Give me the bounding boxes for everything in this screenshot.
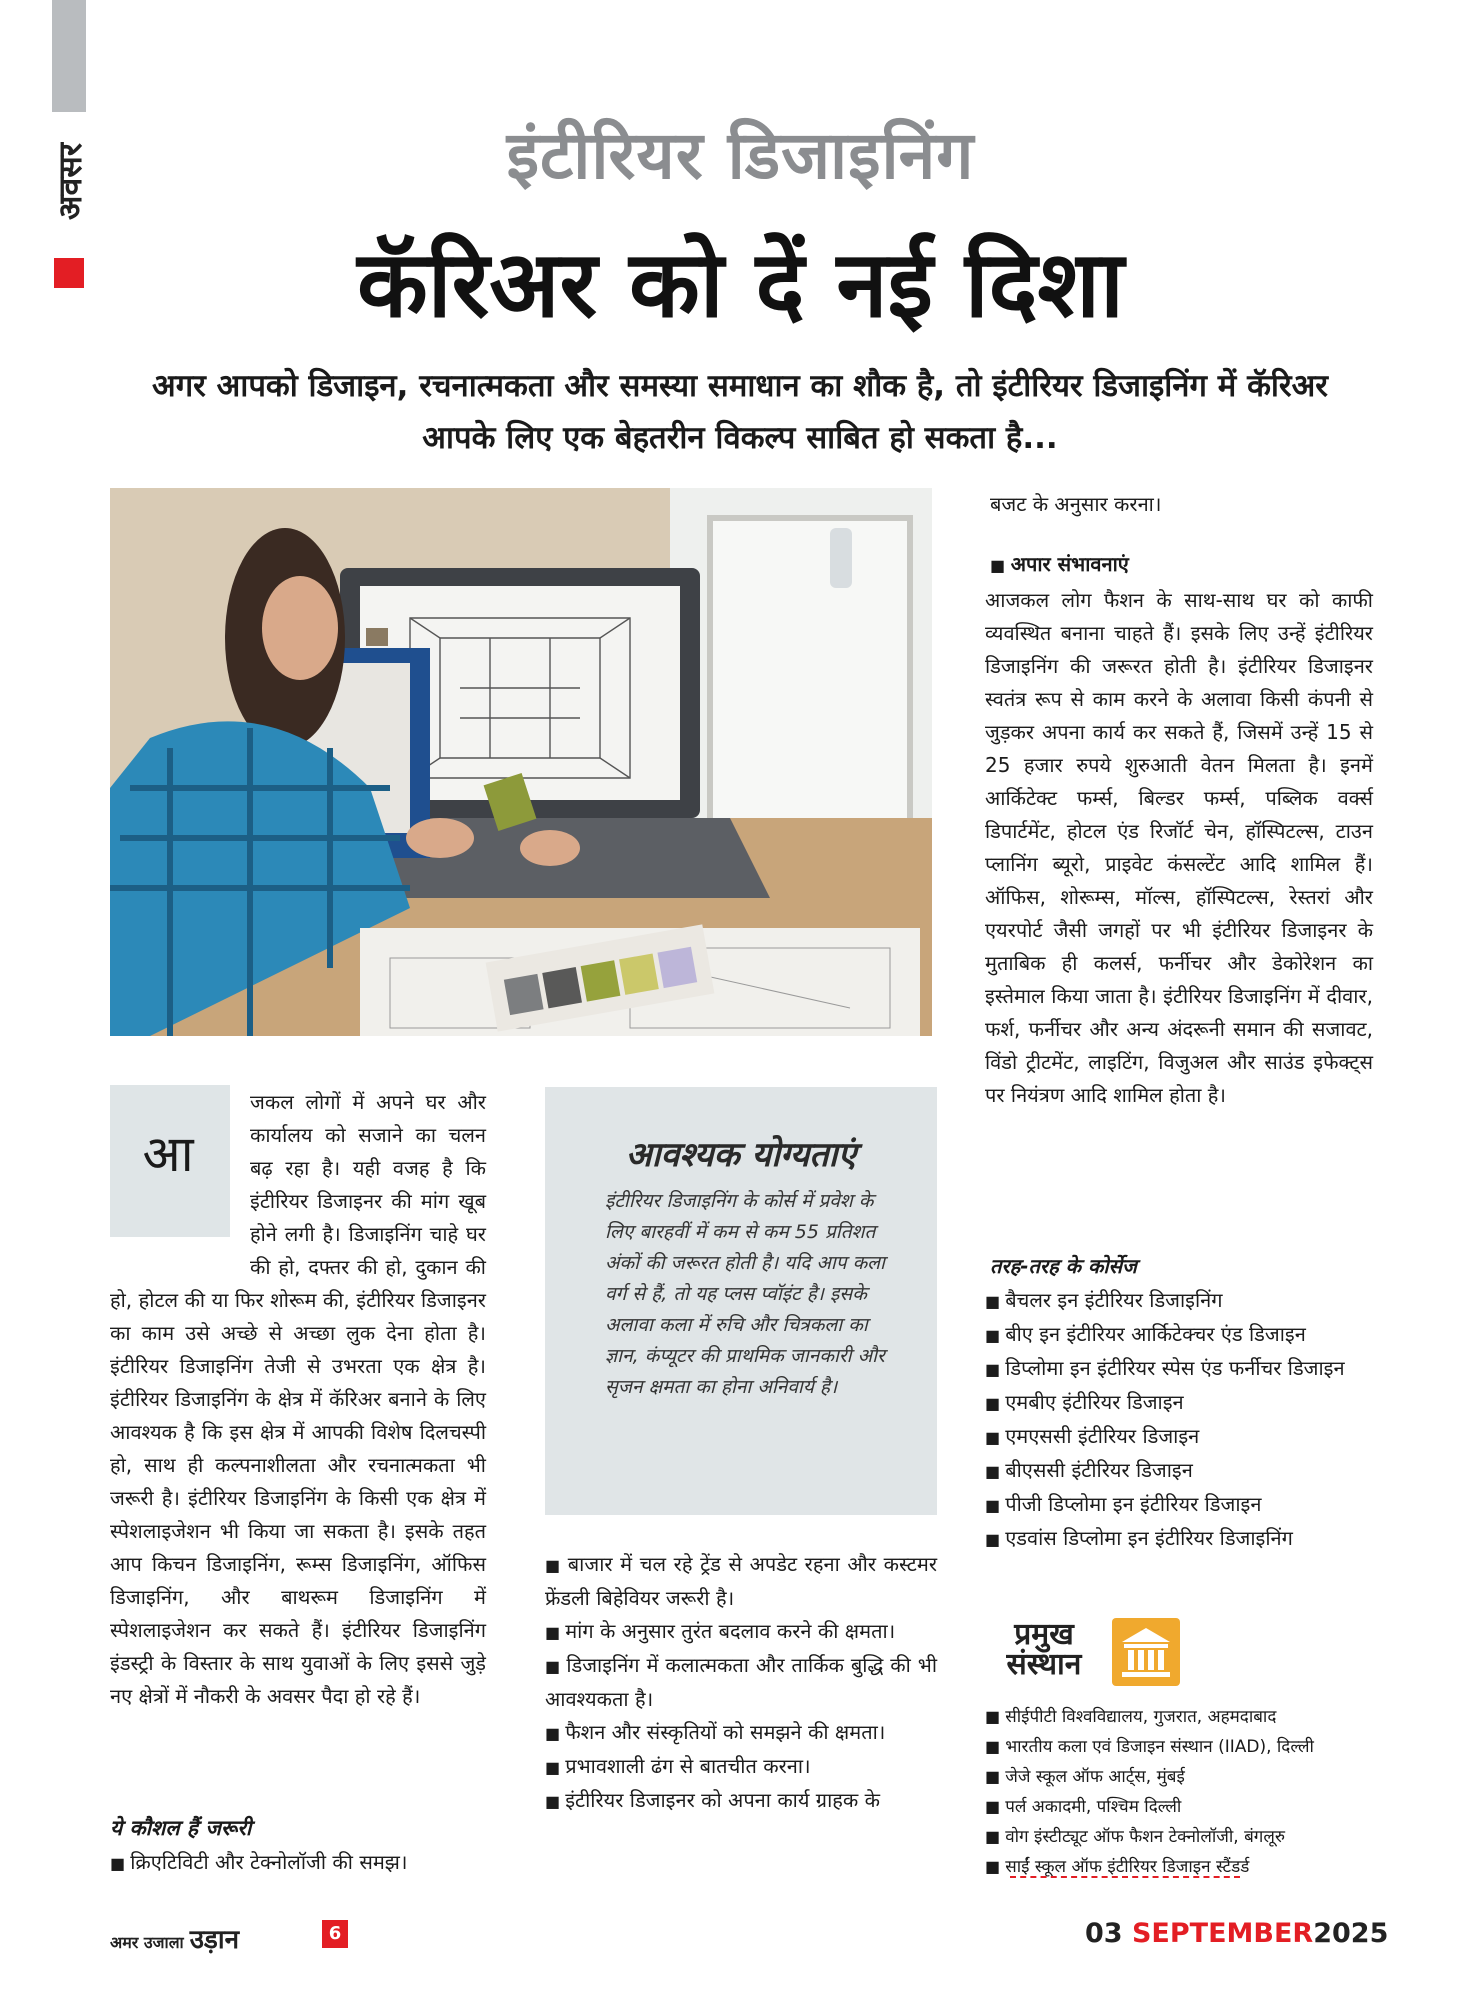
headline: कॅरिअर को दें नई दिशा: [357, 231, 1124, 338]
footer-logo: [110, 1920, 239, 1956]
section-label: अवसर: [51, 143, 89, 221]
skills-list: [545, 1548, 937, 1818]
footer-supplement: उड़ान: [189, 1925, 240, 1955]
list-item: ■ बीए इन इंटीरियर आर्किटेक्चर एंड डिजाइन: [985, 1318, 1377, 1352]
institution-building-icon: [1112, 1618, 1180, 1686]
courses-list: [985, 1284, 1377, 1556]
list-item: ■ पीजी डिप्लोमा इन इंटीरियर डिजाइन: [985, 1488, 1377, 1522]
list-item: ■ बीएससी इंटीरियर डिजाइन: [985, 1454, 1377, 1488]
date-day: 03: [1085, 1918, 1123, 1949]
list-item: ■ बाजार में चल रहे ट्रेंड से अपडेट रहना और कस्टमर फ्रेंडली बिहेवियर जरूरी है।: [545, 1548, 937, 1615]
list-item: ■ साईं स्कूल ऑफ इंटीरियर डिजाइन स्टैंडर्ड: [985, 1852, 1377, 1882]
list-item: ■ एडवांस डिप्लोमा इन इंटीरियर डिजाइनिंग: [985, 1522, 1377, 1556]
designer-at-laptop-illustration: [110, 488, 932, 1036]
list-item: ■ एमबीए इंटीरियर डिजाइन: [985, 1386, 1377, 1420]
list-item: ■ इंटीरियर डिजाइनर को अपना कार्य ग्राहक के: [545, 1784, 937, 1818]
list-item: ■ सीईपीटी विश्वविद्यालय, गुजरात, अहमदाबाद: [985, 1702, 1377, 1732]
opportunities-text: आजकल लोग फैशन के साथ-साथ घर को काफी व्यवस्थित बनाना चाहते हैं। इसके लिए उन्हें इंटीरियर डिजाइनिंग की जरूरत होती है। इंटीरियर डिजाइनर स्वतंत्र रूप से काम करने के अलावा किसी कंपनी से जुड़कर अपना कार्य कर सकते हैं, जिसमें उन्हें 15 से 25 हजार रुपये शुरुआती वेतन मिलता है। इनमें आर्किटेक्ट फर्म्स, बिल्डर फर्म्स, पब्लिक वर्क्स डिपार्टमेंट, होटल एंड रिजॉर्ट चेन, हॉस्पिटल्स, टाउन प्लानिंग ब्यूरो, प्राइवेट कंसल्टेंट आदि शामिल हैं। ऑफिस, शोरूम्स, मॉल्स, हॉस्पिटल्स, रेस्तरां और एयरपोर्ट जैसी जगहों पर भी इंटीरियर डिजाइनर के मुताबिक ही कलर्स, फर्नीचर और डेकोरेशन का इस्तेमाल किया जाता है। इंटीरियर डिजाइनिंग में दीवार, फर्श, फर्नीचर और अन्य अंदरूनी समान की सजावट, विंडो ट्रीटमेंट, लाइटिंग, विजुअल और साउंड इफेक्ट्स पर नियंत्रण आदि शामिल होता है।: [985, 588, 1373, 1107]
lead-article-text: [110, 1086, 486, 1713]
list-item: ■ फैशन और संस्कृतियों को समझने की क्षमता।: [545, 1716, 937, 1750]
footer-brand: अमर उजाला: [110, 1933, 184, 1952]
institutes-list: [985, 1702, 1377, 1882]
institutes-heading-line1: प्रमुख: [1014, 1617, 1074, 1652]
drop-cap: आ: [142, 1125, 194, 1183]
section-sidebar-bar: [52, 0, 86, 112]
list-item: ■ मांग के अनुसार तुरंत बदलाव करने की क्षमता।: [545, 1615, 937, 1649]
list-item: ■ भारतीय कला एवं डिजाइन संस्थान (IIAD), दिल्ली: [985, 1732, 1377, 1762]
courses-heading: तरह-तरह के कोर्सेज: [990, 1254, 1137, 1278]
intro-standfirst: अगर आपको डिजाइन, रचनात्मकता और समस्या समाधान का शौक है, तो इंटीरियर डिजाइनिंग में कॅरिअर आपके लिए एक बेहतरीन विकल्प साबित हो सकता है...: [152, 368, 1328, 456]
kicker-title: इंटीरियर डिजाइनिंग: [506, 117, 975, 194]
institutes-heading-line2: संस्थान: [1006, 1647, 1082, 1682]
list-item: ■ डिप्लोमा इन इंटीरियर स्पेस एंड फर्नीचर डिजाइन: [985, 1352, 1377, 1386]
lead-paragraph: जकल लोगों में अपने घर और कार्यालय को सजाने का चलन बढ़ रहा है। यही वजह है कि इंटीरियर डिजाइनर की मांग खूब होने लगी है। डिजाइनिंग चाहे घर की हो, दफ्तर की हो, दुकान की हो, होटल की या फिर शोरूम की, इंटीरियर डिजाइनर का काम उसे अच्छे से अच्छा लुक देना होता है। इंटीरियर डिजाइनिंग तेजी से उभरता एक क्षेत्र है। इंटीरियर डिजाइनिंग के क्षेत्र में कॅरिअर बनाने के लिए आवश्यक है कि इस क्षेत्र में आपकी विशेष दिलचस्पी हो, साथ ही कल्पनाशीलता और रचनात्मकता भी जरूरी है। इंटीरियर डिजाइनिंग के किसी एक क्षेत्र में स्पेशलाइजेशन भी किया जा सकता है। इसके तहत आप किचन डिजाइनिंग, रूम्स डिजाइनिंग, ऑफिस डिजाइनिंग, और बाथरूम डिजाइनिंग में स्पेशलाइजेशन कर सकते हैं। इंटीरियर डिजाइनिंग इंडस्ट्री के विस्तार के साथ युवाओं के लिए इससे जुड़े नए क्षेत्रों में नौकरी के अवसर पैदा हो रहे हैं।: [110, 1090, 486, 1708]
drop-cap-spacer: [110, 1086, 250, 1276]
section-end-rule: [1010, 1876, 1240, 1878]
list-item: ■ पर्ल अकादमी, पश्चिम दिल्ली: [985, 1792, 1377, 1822]
continued-text: बजट के अनुसार करना।: [990, 492, 1162, 516]
list-item: ■ बैचलर इन इंटीरियर डिजाइनिंग: [985, 1284, 1377, 1318]
opportunities-heading: ■ अपार संभावनाएं: [990, 550, 1129, 577]
date-year: 2025: [1313, 1918, 1389, 1949]
list-item: ■ डिजाइनिंग में कलात्मकता और तार्किक बुद्धि की भी आवश्यकता है।: [545, 1649, 937, 1716]
article-photo: [110, 488, 932, 1036]
skills-item: ■ क्रिएटिविटी और टेक्नोलॉजी की समझ।: [110, 1846, 408, 1880]
institutes-heading: [985, 1617, 1103, 1682]
qualifications-heading: आवश्यक योग्यताएं: [625, 1135, 857, 1175]
skills-heading: ये कौशल हैं जरूरी: [110, 1816, 252, 1840]
date-month: SEPTEMBER: [1131, 1918, 1314, 1949]
list-item: ■ जेजे स्कूल ऑफ आर्ट्स, मुंबई: [985, 1762, 1377, 1792]
qualifications-text: इंटीरियर डिजाइनिंग के कोर्स में प्रवेश के लिए बारहवीं में कम से कम 55 प्रतिशत अंकों की जरूरत होती है। यदि आप कला वर्ग से हैं, तो यह प्लस प्वॉइंट है। इसके अलावा कला में रुचि और चित्रकला का ज्ञान, कंप्यूटर की प्राथमिक जानकारी और सृजन क्षमता का होना अनिवार्य है।: [605, 1190, 885, 1398]
page-number: 6: [322, 1920, 348, 1948]
list-item: ■ एमएससी इंटीरियर डिजाइन: [985, 1420, 1377, 1454]
list-item: ■ वोग इंस्टीट्यूट ऑफ फैशन टेक्नोलॉजी, बंगलूरु: [985, 1822, 1377, 1852]
list-item: ■ प्रभावशाली ढंग से बातचीत करना।: [545, 1750, 937, 1784]
issue-date: [1085, 1918, 1388, 1949]
